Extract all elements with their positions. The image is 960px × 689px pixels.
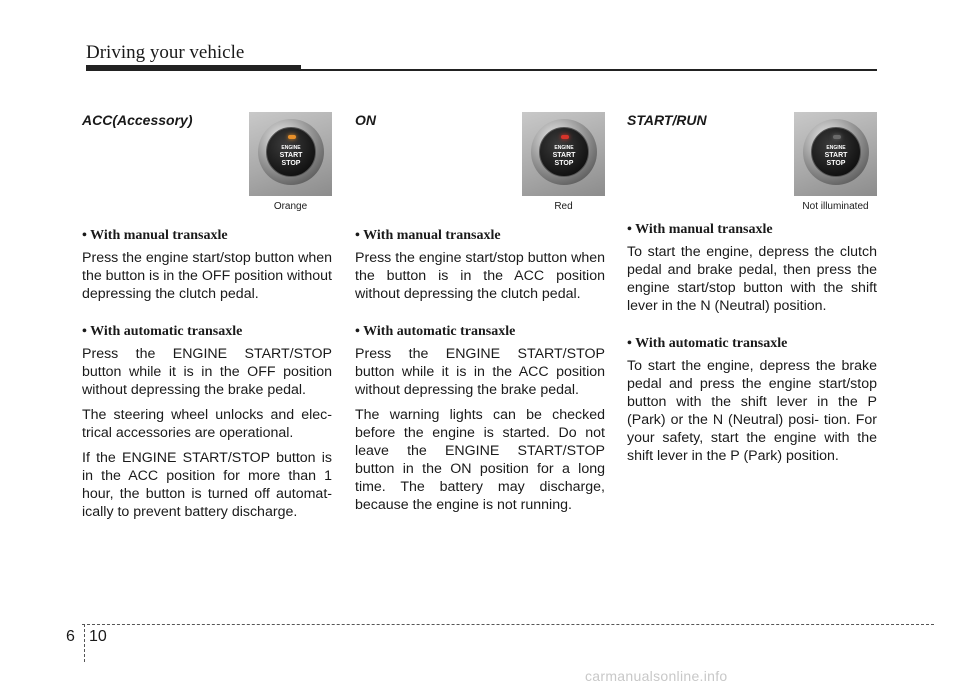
indicator-lamp-icon — [561, 135, 569, 139]
footer-rule — [82, 624, 934, 625]
header-rule-thin — [301, 69, 877, 71]
automatic-heading: • With automatic transaxle — [355, 324, 516, 339]
button-label-stop: STOP — [554, 160, 574, 167]
automatic-heading: • With automatic transaxle — [627, 336, 788, 351]
button-label — [540, 144, 588, 168]
page-header-title: Driving your vehicle — [86, 42, 245, 63]
manual-text: To start the engine, depress the clutch pedal and brake pedal, then press the engine start/stop button with the shift lever in the N (Neutral) position. — [627, 244, 877, 314]
photo-caption: Red — [554, 201, 573, 212]
manual-text: Press the engine start/stop button when the button is in the OFF position without depressing the clutch pedal. — [82, 250, 333, 302]
button-label-stop: STOP — [826, 160, 846, 167]
button-label — [812, 144, 860, 168]
button-label-engine: ENGINE — [281, 145, 301, 151]
button-face — [539, 127, 589, 177]
button-label-start: START — [824, 152, 848, 159]
automatic-text-2: The steering wheel unlocks and elec- trical accessories are operational. — [82, 407, 332, 441]
automatic-text-1: To start the engine, depress the brake pedal and press the engine start/stop button with the shift lever in the P (Park) or the N (Neutral) posi- tion. For your safety, start the engine with the shift lever in the P (Park) position. — [627, 358, 877, 464]
manual-text: Press the engine start/stop button when the button is in the ACC position without depressing the clutch pedal. — [355, 250, 606, 302]
engine-start-stop-button-icon — [803, 119, 869, 185]
indicator-lamp-icon — [288, 135, 296, 139]
button-face — [266, 127, 316, 177]
photo-box — [249, 112, 332, 196]
manual-heading: • With manual transaxle — [627, 222, 773, 237]
button-label — [267, 144, 315, 168]
manual-heading: • With manual transaxle — [82, 228, 228, 243]
engine-button-photo-acc — [249, 112, 332, 216]
section-body — [627, 222, 877, 472]
photo-caption: Not illuminated — [802, 201, 869, 212]
automatic-text-3: If the ENGINE START/STOP button is in the ACC position for more than 1 hour, the button is turned off automat- ically to prevent battery discharge. — [82, 450, 332, 520]
footer-divider — [84, 624, 85, 662]
section-title: ON — [355, 112, 376, 128]
button-face — [811, 127, 861, 177]
indicator-lamp-icon — [833, 135, 841, 139]
photo-caption: Orange — [273, 201, 308, 212]
section-body — [82, 228, 332, 528]
engine-start-stop-button-icon — [531, 119, 597, 185]
photo-box — [522, 112, 605, 196]
button-label-engine: ENGINE — [826, 145, 846, 151]
watermark: carmanualsonline.info — [585, 668, 728, 684]
button-label-engine: ENGINE — [554, 145, 574, 151]
button-label-start: START — [552, 152, 576, 159]
engine-button-photo-on — [522, 112, 605, 216]
section-body — [355, 228, 605, 521]
photo-box — [794, 112, 877, 196]
engine-button-photo-start-run — [794, 112, 877, 216]
header-rule-thick — [86, 65, 301, 71]
page-number: 10 — [89, 628, 107, 645]
automatic-heading: • With automatic transaxle — [82, 324, 243, 339]
button-label-start: START — [279, 152, 303, 159]
manual-heading: • With manual transaxle — [355, 228, 501, 243]
section-title: ACC(Accessory) — [82, 112, 193, 128]
automatic-text-1: Press the ENGINE START/STOP button while it is in the ACC position without depressing the brake pedal. — [355, 346, 605, 398]
button-label-stop: STOP — [281, 160, 301, 167]
automatic-text-1: Press the ENGINE START/STOP button while it is in the OFF position without depressing the brake pedal. — [82, 346, 332, 398]
engine-start-stop-button-icon — [258, 119, 324, 185]
automatic-text-2: The warning lights can be checked before the engine is started. Do not leave the ENGINE START/STOP button in the ON position for a long time. The battery may discharge, because the engine is not running. — [355, 407, 605, 513]
chapter-number: 6 — [66, 628, 75, 645]
section-title: START/RUN — [627, 112, 707, 128]
